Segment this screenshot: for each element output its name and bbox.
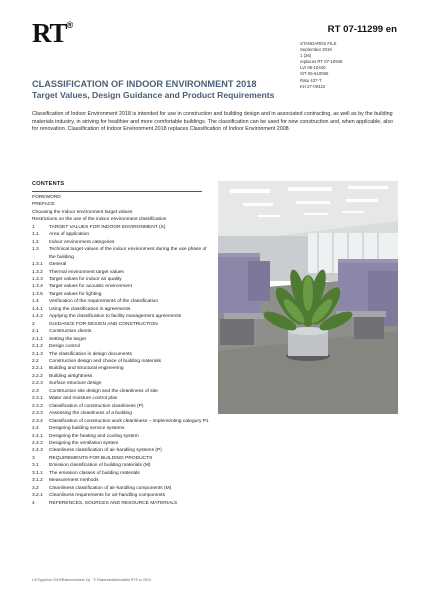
toc-entry: [32, 440, 210, 447]
toc-entry-text: Target values for lighting: [49, 291, 102, 297]
toc-entry-number: 2.1.3: [32, 351, 43, 357]
toc-entry-number: 1.4: [32, 299, 39, 305]
toc-entry: [32, 388, 210, 395]
toc-entry-number: 1.3.1: [32, 262, 43, 268]
toc-entry-number: 2.4.1: [32, 433, 43, 439]
toc-entry-text: Design control: [49, 344, 80, 350]
toc-entry-text: Area of application: [49, 232, 90, 238]
toc-entry-text: Applying the classification to facility management agreements: [49, 314, 182, 320]
toc-entry-text: Indoor environment categories: [49, 239, 115, 245]
toc-entry-number: 1.3: [32, 247, 39, 253]
toc-entry-text: REFERENCES, SOURCES AND RESOURCE MATERIALS: [49, 500, 178, 506]
toc-entry-number: 2.1.2: [32, 344, 43, 350]
toc-entry-text: GUIDANCE FOR DESIGN AND CONSTRUCTION: [49, 321, 158, 327]
toc-entry-text: Designing building service systems: [49, 426, 125, 432]
meta-line: 1 (26): [300, 53, 312, 59]
table-of-contents: [32, 194, 210, 507]
toc-entry-text: General: [49, 262, 67, 268]
rt-logo: RT®: [32, 18, 74, 48]
meta-line: replaces RT 07-10946: [300, 59, 343, 65]
toc-entry: [32, 358, 210, 365]
toc-entry-text: Assessing the cleanliness of a building: [49, 411, 132, 417]
toc-entry: [32, 276, 210, 283]
toc-entry-text: Designing the heating and cooling system: [49, 433, 139, 439]
footer-copyright: LS/Typpikuu 2019/Rakennustieto Oy · © Rakennustietosäätiö RTS sr 2019: [32, 578, 151, 582]
toc-entry-number: 2.2: [32, 358, 39, 364]
toc-entry: [32, 306, 210, 313]
toc-entry-text: Restrictions on the use of the indoor environment classification: [32, 217, 167, 223]
toc-entry-number: 1.3.3: [32, 276, 43, 282]
toc-entry-text: Measurement methods: [49, 478, 99, 484]
toc-entry-number: 2.2.1: [32, 366, 43, 372]
toc-entry: [32, 269, 210, 276]
toc-entry-number: 1.3.5: [32, 291, 43, 297]
toc-entry-text: Choosing the indoor environment target values: [32, 209, 133, 215]
toc-entry: [32, 500, 210, 507]
toc-entry: [32, 239, 210, 246]
toc-entry-text: Building airtightness: [49, 373, 93, 379]
toc-entry-number: 2.2.3: [32, 381, 43, 387]
toc-entry: [32, 365, 210, 372]
toc-entry-number: 3.2.1: [32, 493, 43, 499]
toc-entry-number: 2.3.1: [32, 396, 43, 402]
document-title-block: [32, 79, 392, 101]
toc-entry: [32, 492, 210, 499]
toc-entry-number: 2.3.3: [32, 411, 43, 417]
toc-entry: [32, 343, 210, 350]
toc-entry: [32, 216, 210, 223]
toc-entry-text: Verification of the requirements of the classification: [49, 299, 159, 305]
toc-entry: [32, 395, 210, 402]
toc-entry-number: 2: [32, 321, 35, 327]
toc-entry-text: Classification of construction cleanliness (P): [49, 403, 144, 409]
toc-entry: [32, 201, 210, 208]
toc-entry: [32, 477, 210, 484]
toc-entry-text: Classification of construction work cleanliness – implementing category P1: [49, 418, 209, 424]
intro-paragraph: Classification of Indoor Environment 2018 is intended for use in construction and building design and in associated contracting, as well as by the building materials industry, in striving for healthier and more comfortable buildings. The classification can be used for new construction and, when applicable, also for renovation. Classification of Indoor Environment 2018 replaces Classification of Indoor Environment 2008.: [32, 111, 393, 133]
toc-entry-number: 1.4.2: [32, 314, 43, 320]
toc-entry-text: Cleanliness classification of air-handling components (M): [49, 485, 172, 491]
toc-entry-text: Construction site design and the cleanliness of site: [49, 388, 158, 394]
toc-entry: [32, 462, 210, 469]
meta-line: Ratu 437-T: [300, 77, 322, 83]
toc-entry-text: Emission classification of building materials (M): [49, 463, 151, 469]
meta-line: September 2019: [300, 47, 332, 53]
toc-entry-number: 3.1.2: [32, 478, 43, 484]
toc-entry-number: 3.1: [32, 463, 39, 469]
toc-entry-number: 2.3.4: [32, 418, 43, 424]
meta-line: LVI 05-10440: [300, 65, 326, 71]
meta-line: STANDARDS FILE: [300, 41, 337, 46]
toc-entry-text: PREFACE: [32, 202, 55, 208]
toc-entry-number: 1.1: [32, 232, 39, 238]
toc-entry-number: 4: [32, 500, 35, 506]
toc-entry-text: Construction design and choice of building materials: [49, 358, 162, 364]
toc-entry: [32, 261, 210, 268]
toc-entry-text: Thermal environment target values: [49, 269, 124, 275]
toc-entry-text: FOREWORD: [32, 195, 61, 200]
toc-entry-number: 2.3.2: [32, 403, 43, 409]
toc-entry: [32, 425, 210, 432]
toc-entry-number: 1.4.1: [32, 306, 43, 312]
toc-entry-text: Water and moisture control plan: [49, 396, 118, 402]
toc-entry-number: 2.3: [32, 388, 39, 394]
toc-entry: [32, 291, 210, 298]
toc-entry: [32, 321, 210, 328]
toc-entry: [32, 447, 210, 454]
toc-entry: [32, 328, 210, 335]
toc-entry: [32, 403, 210, 410]
toc-entry: [32, 470, 210, 477]
toc-entry: [32, 485, 210, 492]
document-title: CLASSIFICATION OF INDOOR ENVIRONMENT 2018: [32, 79, 257, 89]
toc-entry-text: Target values for acoustic environment: [49, 284, 132, 290]
toc-entry-text: Target values for indoor air quality: [49, 276, 122, 282]
toc-entry-number: 2.4.3: [32, 448, 43, 454]
toc-entry: [32, 373, 210, 380]
toc-entry-number: 2.4: [32, 426, 39, 432]
contents-heading: CONTENTS: [32, 181, 65, 187]
toc-entry: [32, 351, 210, 358]
document-subtitle: Target Values, Design Guidance and Product Requirements: [32, 90, 275, 100]
toc-entry: [32, 455, 210, 462]
meta-line: SIT 05-610065: [300, 71, 329, 77]
document-code: RT 07-11299 en: [327, 24, 397, 35]
toc-entry-number: 3: [32, 455, 35, 461]
toc-entry-text: REQUIREMENTS FOR BUILDING PRODUCTS: [49, 455, 153, 461]
toc-entry: [32, 410, 210, 417]
toc-entry: [32, 224, 210, 231]
toc-entry-text: The emission classes of building materials: [49, 470, 140, 476]
toc-entry-text: Technical target values of the indoor environment during the use phase of the building: [49, 247, 207, 260]
toc-entry-text: Cleanliness requirements for air-handling components: [49, 493, 166, 499]
toc-entry-number: 2.1: [32, 329, 39, 335]
toc-entry: [32, 194, 210, 201]
toc-entry-text: Surface structure design: [49, 381, 102, 387]
toc-entry-text: Setting the target: [49, 336, 86, 342]
toc-entry: [32, 313, 210, 320]
toc-entry-number: 1: [32, 224, 35, 230]
toc-entry-number: 1.3.2: [32, 269, 43, 275]
toc-entry-number: 2.1.1: [32, 336, 43, 342]
toc-entry: [32, 380, 210, 387]
toc-entry: [32, 283, 210, 290]
toc-entry-text: Construction clients: [49, 329, 92, 335]
toc-entry: [32, 209, 210, 216]
toc-entry-number: 1.3.4: [32, 284, 43, 290]
toc-entry-text: The classification in design documents: [49, 351, 132, 357]
toc-entry-text: Designing the ventilation system: [49, 440, 119, 446]
toc-entry-number: 2.2.2: [32, 373, 43, 379]
toc-entry-number: 3.1.1: [32, 470, 43, 476]
toc-entry-number: 2.4.2: [32, 440, 43, 446]
toc-entry-text: Using the classification in agreements: [49, 306, 131, 312]
toc-entry: [32, 298, 210, 305]
toc-entry-number: 3.2: [32, 485, 39, 491]
toc-entry: [32, 246, 210, 261]
toc-entry-number: 1.2: [32, 239, 39, 245]
contents-divider: [32, 191, 202, 192]
toc-entry-text: Building and structural engineering: [49, 366, 124, 372]
toc-entry: [32, 433, 210, 440]
office-photo: [218, 181, 398, 414]
toc-entry-text: Cleanliness classification of air-handling systems (P): [49, 448, 162, 454]
toc-entry: [32, 231, 210, 238]
toc-entry-text: TARGET VALUES FOR INDOOR ENVIRONMENT (S): [49, 224, 166, 230]
toc-entry: [32, 336, 210, 343]
meta-line: KH 27-00422: [300, 83, 326, 89]
toc-entry: [32, 418, 210, 425]
